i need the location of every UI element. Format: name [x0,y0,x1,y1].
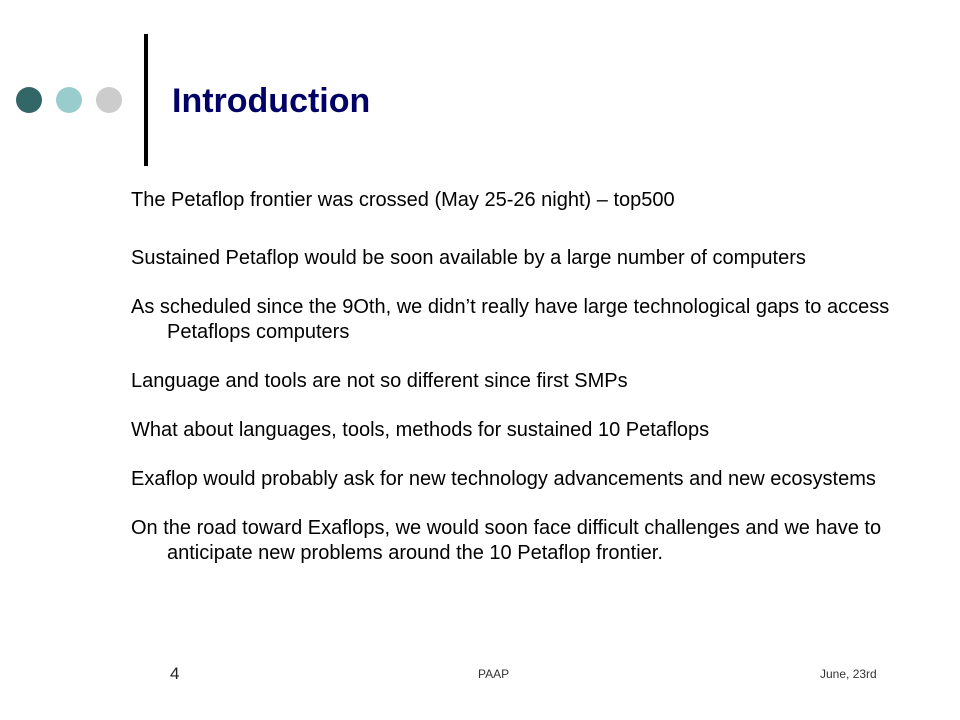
bullet-list [131,188,931,590]
bullet-item: Exaflop would probably ask for new technology advancements and new ecosystems [131,468,876,490]
footer-date: June, 23rd [820,667,877,681]
slide-number: 4 [170,664,180,683]
slide-title: Introduction [172,82,371,120]
decor-dot-dark [16,87,42,113]
bullet-item: As scheduled since the 9Oth, we didn’t really have large technological gaps to access Petaflops computers [131,296,890,343]
bullet-item: Language and tools are not so different since first SMPs [131,370,628,392]
bullet-item: What about languages, tools, methods for sustained 10 Petaflops [131,419,710,441]
bullet-item: On the road toward Exaflops, we would soon face difficult challenges and we have to anticipate new problems around the 10 Petaflop frontier. [131,517,882,564]
decor-dot-teal [56,87,82,113]
title-divider-bar [144,34,148,166]
bullet-item: The Petaflop frontier was crossed (May 25-26 night) – top500 [131,189,675,211]
bullet-item: Sustained Petaflop would be soon available by a large number of computers [131,247,806,269]
footer-center-text: PAAP [478,667,510,681]
decor-dot-gray [96,87,122,113]
